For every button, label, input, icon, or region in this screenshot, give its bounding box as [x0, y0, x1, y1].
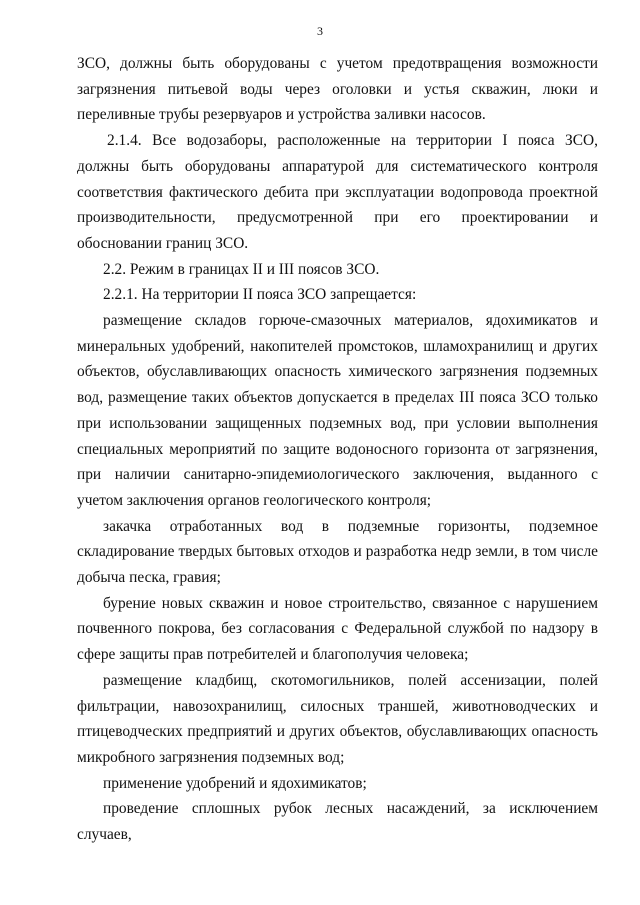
- list-item-storage: размещение складов горюче-смазочных материалов, ядохимикатов и минеральных удобрений, накопителей промстоков, шламохранилищ и других объектов, обуславливающих опасность химического загрязнения подземных вод, размещение таких объектов допускается в пределах III пояса ЗСО только при использовании защищенных подземных вод, при условии выполнения специальных мероприятий по защите водоносного горизонта от загрязнения, при наличии санитарно-эпидемиологического заключения, выданного с учетом заключения органов геологического контроля;: [77, 312, 598, 509]
- paragraph-2-1-4: 2.1.4. Все водозаборы, расположенные на территории I пояса ЗСО, должны быть оборудованы аппаратурой для систематического контроля соответствия фактического дебита при эксплуатации водопровода проектной производительности, предусмотренной при его проектировании и обосновании границ ЗСО.: [77, 132, 598, 252]
- document-body: [77, 51, 598, 848]
- list-item-drilling: бурение новых скважин и новое строительство, связанное с нарушением почвенного покрова, без согласования с Федеральной службой по надзору в сфере защиты прав потребителей и благополучия человека;: [77, 594, 598, 664]
- paragraph-continuation: ЗСО, должны быть оборудованы с учетом предотвращения возможности загрязнения питьевой воды через оголовки и устья скважин, люки и переливные трубы резервуаров и устройства заливки насосов.: [77, 55, 598, 124]
- list-item-fertilizers: применение удобрений и ядохимикатов;: [103, 774, 367, 792]
- list-item-cemeteries: размещение кладбищ, скотомогильников, полей ассенизации, полей фильтрации, навозохранилищ, силосных траншей, животноводческих и птицеводческих предприятий и других объектов, обуславливающих опасность микробного загрязнения подземных вод;: [77, 671, 598, 766]
- page-number: 3: [317, 24, 323, 38]
- paragraph-2-2: 2.2. Режим в границах II и III поясов ЗСО.: [103, 260, 380, 278]
- list-item-logging: проведение сплошных рубок лесных насаждений, за исключением случаев,: [77, 800, 598, 844]
- list-item-injection: закачка отработанных вод в подземные горизонты, подземное складирование твердых бытовых отходов и разработка недр земли, в том числе добыча песка, гравия;: [77, 517, 598, 587]
- paragraph-2-2-1: 2.2.1. На территории II пояса ЗСО запрещается:: [103, 286, 417, 304]
